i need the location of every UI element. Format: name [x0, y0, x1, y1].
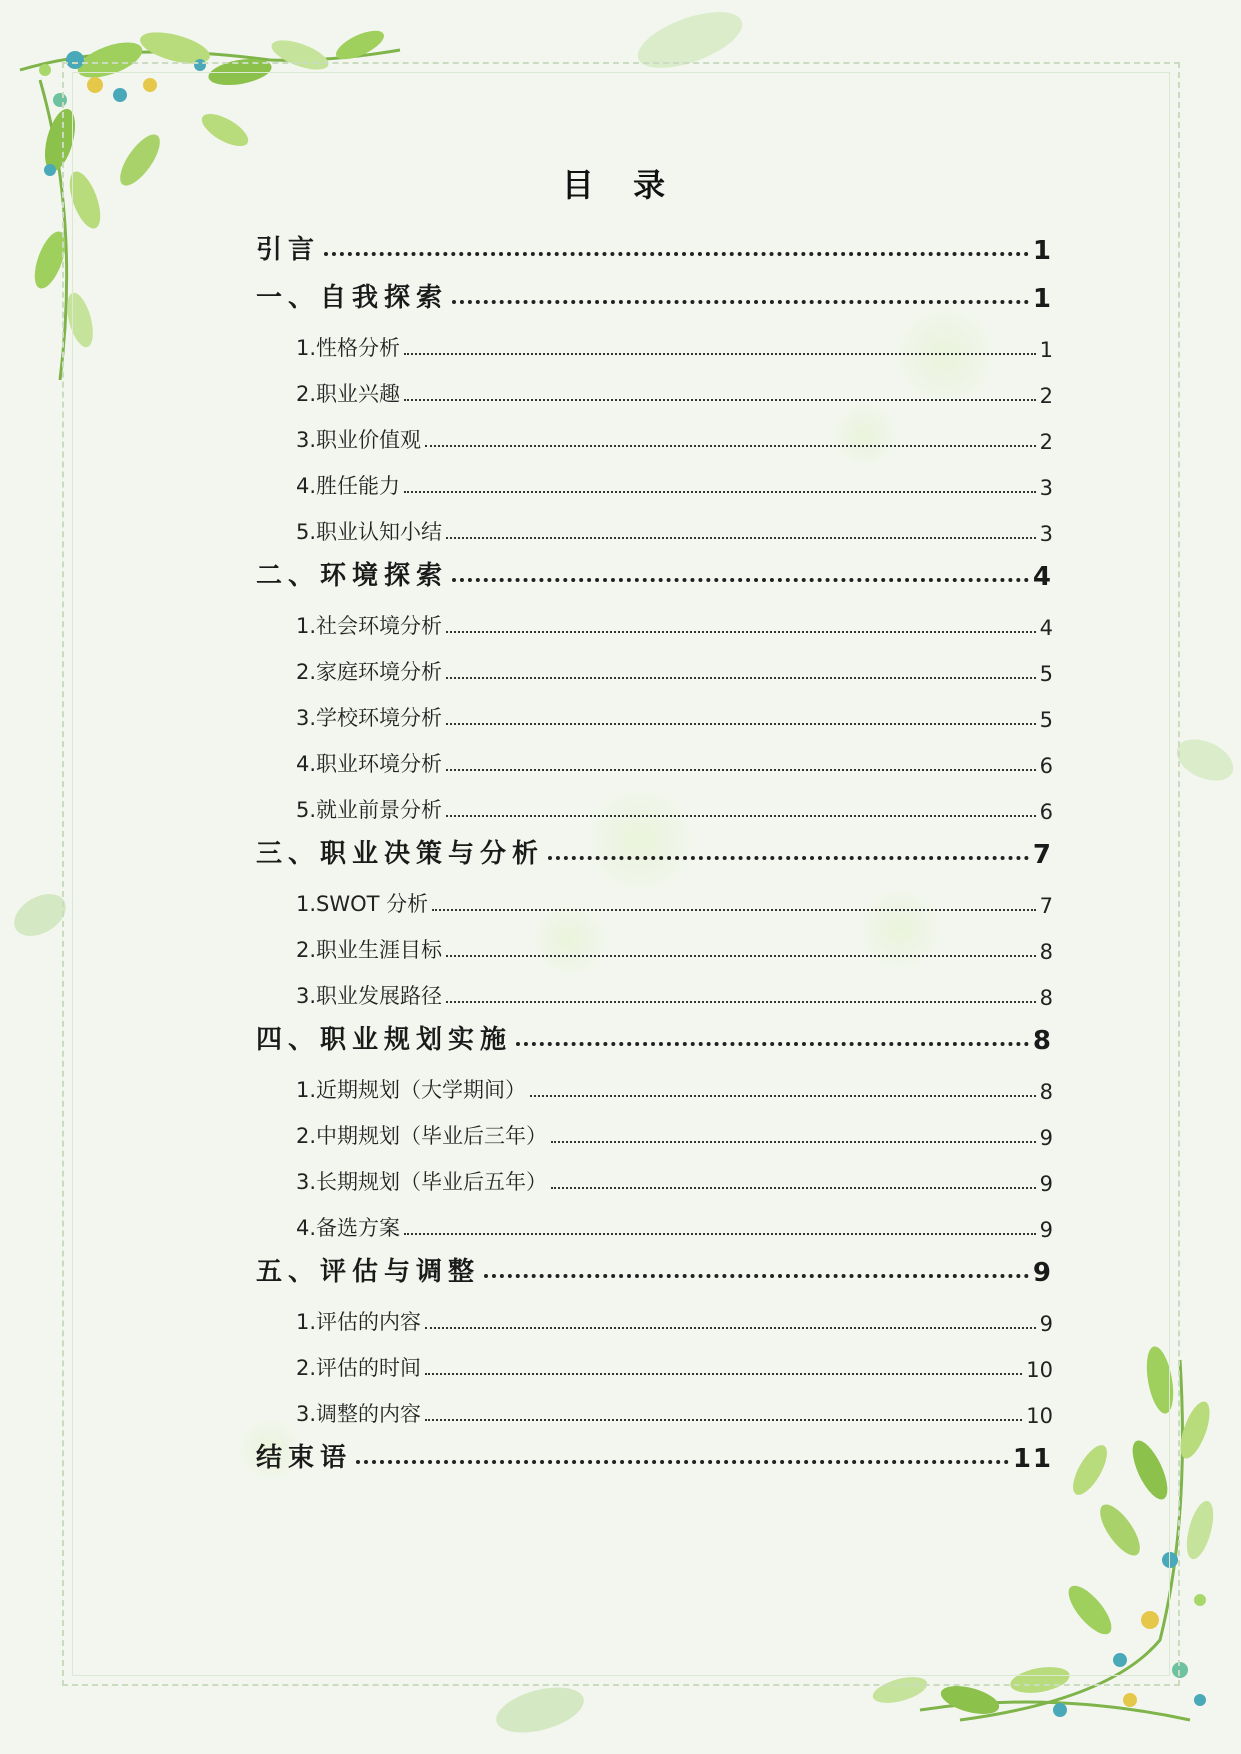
dot-leader: [425, 1373, 1022, 1375]
toc-entry-label: 3.职业发展路径: [296, 984, 443, 1008]
dot-leader: [452, 578, 1029, 582]
toc-entry-label: 1.近期规划（大学期间）: [296, 1078, 527, 1102]
toc-page-number: 4: [1039, 616, 1053, 640]
toc-page-number: 3: [1039, 522, 1053, 546]
dot-leader: [446, 677, 1036, 679]
dot-leader: [551, 1141, 1036, 1143]
toc-entry-label: 5.就业前景分析: [296, 798, 443, 822]
toc-page-number: 2: [1039, 430, 1053, 454]
dot-leader: [425, 445, 1036, 447]
toc-subsection-entry[interactable]: [256, 778, 1053, 824]
dot-leader: [446, 723, 1036, 725]
toc-page-number: 5: [1039, 662, 1053, 686]
toc-entry-label: 三、职业决策与分析: [256, 839, 545, 869]
toc-subsection-entry[interactable]: [256, 408, 1053, 454]
toc-entry-label: 结束语: [256, 1443, 353, 1473]
leaf-bottom: [491, 1679, 588, 1741]
toc-page-number: 5: [1039, 708, 1053, 732]
toc-subsection-entry[interactable]: [256, 1150, 1053, 1196]
toc-entry-label: 1.性格分析: [296, 336, 401, 360]
toc-entry-label: 引言: [256, 235, 321, 265]
toc-entry-label: 2.中期规划（毕业后三年）: [296, 1124, 548, 1148]
toc-title: 目 录: [561, 166, 680, 204]
toc-page-number: 9: [1039, 1312, 1053, 1336]
toc-subsection-entry[interactable]: [256, 1196, 1053, 1242]
toc-entry-label: 4.胜任能力: [296, 474, 401, 498]
toc-entry-label: 3.长期规划（毕业后五年）: [296, 1170, 548, 1194]
toc-entry-label: 3.职业价值观: [296, 428, 422, 452]
dot-leader: [425, 1327, 1036, 1329]
toc-entry-label: 3.学校环境分析: [296, 706, 443, 730]
toc-section-entry[interactable]: [256, 824, 1053, 872]
dot-leader: [446, 769, 1036, 771]
dot-leader: [404, 491, 1036, 493]
toc-entry-label: 四、职业规划实施: [256, 1025, 513, 1055]
toc-entry-label: 五、评估与调整: [256, 1257, 481, 1287]
toc-entry-label: 5.职业认知小结: [296, 520, 443, 544]
toc-subsection-entry[interactable]: [256, 732, 1053, 778]
toc-page-number: 9: [1032, 1258, 1053, 1288]
toc-entry-label: 2.评估的时间: [296, 1356, 422, 1380]
toc-page-number: 11: [1012, 1444, 1053, 1474]
toc-subsection-entry[interactable]: [256, 872, 1053, 918]
toc-entry-label: 4.职业环境分析: [296, 752, 443, 776]
dot-leader: [404, 399, 1036, 401]
toc-subsection-entry[interactable]: [256, 1058, 1053, 1104]
toc-page-number: 8: [1039, 940, 1053, 964]
toc-section-entry[interactable]: [256, 220, 1053, 268]
toc-page-number: 9: [1039, 1218, 1053, 1242]
dot-leader: [446, 955, 1036, 957]
toc-subsection-entry[interactable]: [256, 362, 1053, 408]
toc-section-entry[interactable]: [256, 1242, 1053, 1290]
toc-entry-label: 一、自我探索: [256, 283, 449, 313]
toc-section-entry[interactable]: [256, 546, 1053, 594]
toc-subsection-entry[interactable]: [256, 918, 1053, 964]
dot-leader: [551, 1187, 1036, 1189]
toc-entry-label: 3.调整的内容: [296, 1402, 422, 1426]
toc-page-number: 1: [1032, 236, 1053, 266]
toc-page-number: 6: [1039, 800, 1053, 824]
dot-leader: [432, 909, 1035, 911]
table-of-contents: [256, 220, 1053, 1476]
dot-leader: [446, 537, 1036, 539]
toc-subsection-entry[interactable]: [256, 316, 1053, 362]
dot-leader: [356, 1460, 1009, 1464]
toc-subsection-entry[interactable]: [256, 1336, 1053, 1382]
toc-subsection-entry[interactable]: [256, 454, 1053, 500]
toc-subsection-entry[interactable]: [256, 594, 1053, 640]
toc-subsection-entry[interactable]: [256, 640, 1053, 686]
dot-leader: [446, 815, 1036, 817]
toc-subsection-entry[interactable]: [256, 1104, 1053, 1150]
toc-subsection-entry[interactable]: [256, 500, 1053, 546]
toc-section-entry[interactable]: [256, 1428, 1053, 1476]
dot-leader: [425, 1419, 1022, 1421]
dot-leader: [404, 1233, 1036, 1235]
toc-entry-label: 4.备选方案: [296, 1216, 401, 1240]
toc-subsection-entry[interactable]: [256, 964, 1053, 1010]
toc-subsection-entry[interactable]: [256, 1290, 1053, 1336]
toc-entry-label: 二、环境探索: [256, 561, 449, 591]
dot-leader: [404, 353, 1036, 355]
leaf-right: [1170, 731, 1240, 789]
toc-page-number: 10: [1026, 1404, 1053, 1428]
toc-page-number: 1: [1032, 284, 1053, 314]
toc-subsection-entry[interactable]: [256, 1382, 1053, 1428]
dot-leader: [452, 300, 1029, 304]
toc-entry-label: 1.SWOT 分析: [296, 892, 429, 916]
toc-page-number: 4: [1032, 562, 1053, 592]
toc-page-number: 3: [1039, 476, 1053, 500]
toc-page-number: 1: [1039, 338, 1053, 362]
dot-leader: [324, 252, 1029, 256]
toc-page-number: 9: [1039, 1172, 1053, 1196]
toc-section-entry[interactable]: [256, 1010, 1053, 1058]
toc-page-number: 7: [1032, 840, 1053, 870]
dot-leader: [530, 1095, 1036, 1097]
dot-leader: [548, 856, 1029, 860]
toc-section-entry[interactable]: [256, 268, 1053, 316]
dot-leader: [446, 631, 1036, 633]
toc-entry-label: 2.职业兴趣: [296, 382, 401, 406]
toc-entry-label: 2.职业生涯目标: [296, 938, 443, 962]
toc-page-number: 7: [1039, 894, 1053, 918]
toc-entry-label: 2.家庭环境分析: [296, 660, 443, 684]
toc-page-number: 9: [1039, 1126, 1053, 1150]
dot-leader: [516, 1042, 1029, 1046]
toc-entry-label: 1.评估的内容: [296, 1310, 422, 1334]
toc-page-number: 6: [1039, 754, 1053, 778]
toc-page-number: 8: [1039, 986, 1053, 1010]
toc-page-number: 10: [1026, 1358, 1053, 1382]
toc-entry-label: 1.社会环境分析: [296, 614, 443, 638]
toc-page-number: 8: [1032, 1026, 1053, 1056]
toc-subsection-entry[interactable]: [256, 686, 1053, 732]
dot-leader: [484, 1274, 1029, 1278]
toc-page-number: 2: [1039, 384, 1053, 408]
toc-page-number: 8: [1039, 1080, 1053, 1104]
dot-leader: [446, 1001, 1036, 1003]
